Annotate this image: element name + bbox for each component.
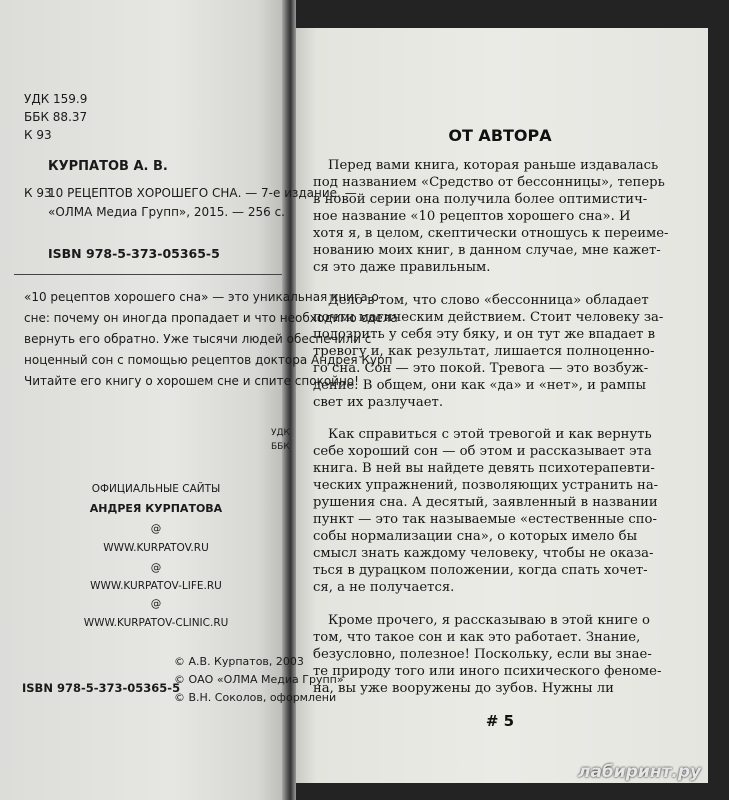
annotation-line: ноценный сон с помощью рецептов доктора Андрея Курп <box>24 353 393 367</box>
text-line: Перед вами книга, которая раньше издавалась <box>328 158 659 173</box>
text-line: дение. В общем, они как «да» и «нет», и рампы <box>313 377 646 393</box>
website-link: WWW.KURPATOV-LIFE.RU <box>90 580 222 592</box>
text-line: смысл знать каждому человеку, чтобы не оказа- <box>313 546 654 562</box>
chapter-title: ОТ АВТОРА <box>448 126 552 145</box>
author-mark-2: К 93 <box>24 186 52 200</box>
at-sign: @ <box>150 523 162 535</box>
separator-line <box>14 274 282 275</box>
text-line: ться в дурацком положении, когда спать хочет- <box>313 563 648 579</box>
text-line: тревогу и, как результат, лишается полноценно- <box>313 343 655 359</box>
text-line: себе хороший сон — об этом и рассказывает эта <box>313 444 652 460</box>
copyright-line: © В.Н. Соколов, оформлени <box>174 691 337 704</box>
text-line: Как справиться с этой тревогой и как вернуть <box>328 427 652 443</box>
isbn-bottom: ISBN 978-5-373-05365-5 <box>22 681 181 695</box>
sites-heading: ОФИЦИАЛЬНЫЕ САЙТЫ <box>91 483 221 495</box>
text-line: ческих упражнений, позволяющих устранить на- <box>313 478 659 494</box>
text-line: ся это даже правильным. <box>313 260 491 276</box>
text-line: Кроме прочего, я рассказываю в этой книге о <box>328 612 650 628</box>
annotation-line: Читайте его книгу о хорошем сне и спите спокойно! <box>24 374 359 388</box>
annotation-line: вернуть его обратно. Уже тысячи людей обеспечили с <box>24 332 372 346</box>
copyright-line: © А.В. Курпатов, 2003 <box>174 655 304 668</box>
text-line: книга. В ней вы найдете девять психотерапевти- <box>313 461 655 477</box>
bbk-code: ББК 88.37 <box>24 110 88 124</box>
isbn: ISBN 978-5-373-05365-5 <box>48 246 220 261</box>
text-line: пункт — это так называемые «естественные спо- <box>313 512 657 528</box>
text-line: рушения сна. А десятый, заявленный в названии <box>313 495 658 511</box>
sites-author: АНДРЕЯ КУРПАТОВА <box>89 502 223 515</box>
text-line: том, что такое сон и как это работает. Знание, <box>313 629 641 645</box>
annotation-line: сне: почему он иногда пропадает и что необходимо сдела <box>24 311 398 325</box>
text-line: собы нормализации сна», о которых имело бы <box>313 529 638 545</box>
text-line: подозрить у себя эту бяку, и он тут же впадает в <box>313 326 656 342</box>
text-line: почти магическим действием. Стоит человеку за- <box>313 309 664 325</box>
text-line: те природу того или иного психического феноме- <box>313 663 662 679</box>
udk-code: УДК 159.9 <box>24 92 88 106</box>
text-line: Дело в том, что слово «бессонница» обладает <box>328 292 649 308</box>
side-code: ББК <box>271 442 290 452</box>
text-line: свет их разлучает. <box>313 394 444 410</box>
text-line: го сна. Сон — это покой. Тревога — это возбуж- <box>313 360 649 376</box>
text-line: ное название «10 рецептов хорошего сна». И <box>313 209 631 225</box>
website-link: WWW.KURPATOV-CLINIC.RU <box>83 617 229 629</box>
text-line: под названием «Средство от бессонницы», теперь <box>313 175 665 191</box>
bibliographic-line: «ОЛМА Медиа Групп», 2015. — 256 с. <box>48 205 285 219</box>
side-code: УДК <box>271 428 290 438</box>
annotation-line: «10 рецептов хорошего сна» — это уникальная книга о <box>24 290 379 304</box>
at-sign: @ <box>150 562 162 574</box>
author-mark: К 93 <box>24 128 52 142</box>
text-line: нованию моих книг, в данном случае, мне кажет- <box>313 243 661 259</box>
text-line: на, вы уже вооружены до зубов. Нужны ли <box>313 680 614 696</box>
at-sign: @ <box>150 598 162 610</box>
watermark: лабиринт.ру <box>578 762 702 782</box>
text-line: хотя я, в целом, скептически отношусь к переиме- <box>313 226 669 242</box>
website-link: WWW.KURPATOV.RU <box>103 542 209 554</box>
copyright-line: © ОАО «ОЛМА Медиа Групп» <box>174 673 344 686</box>
page-number: # 5 <box>485 712 515 730</box>
author-name: КУРПАТОВ А. В. <box>48 159 168 174</box>
text-line: ся, а не получается. <box>313 580 455 596</box>
text-line: в новой серии она получила более оптимистич- <box>313 192 648 208</box>
bibliographic-line: 10 РЕЦЕПТОВ ХОРОШЕГО СНА. — 7-е издание. — <box>48 186 357 200</box>
text-line: безусловно, полезное! Поскольку, если вы знае- <box>313 646 652 662</box>
